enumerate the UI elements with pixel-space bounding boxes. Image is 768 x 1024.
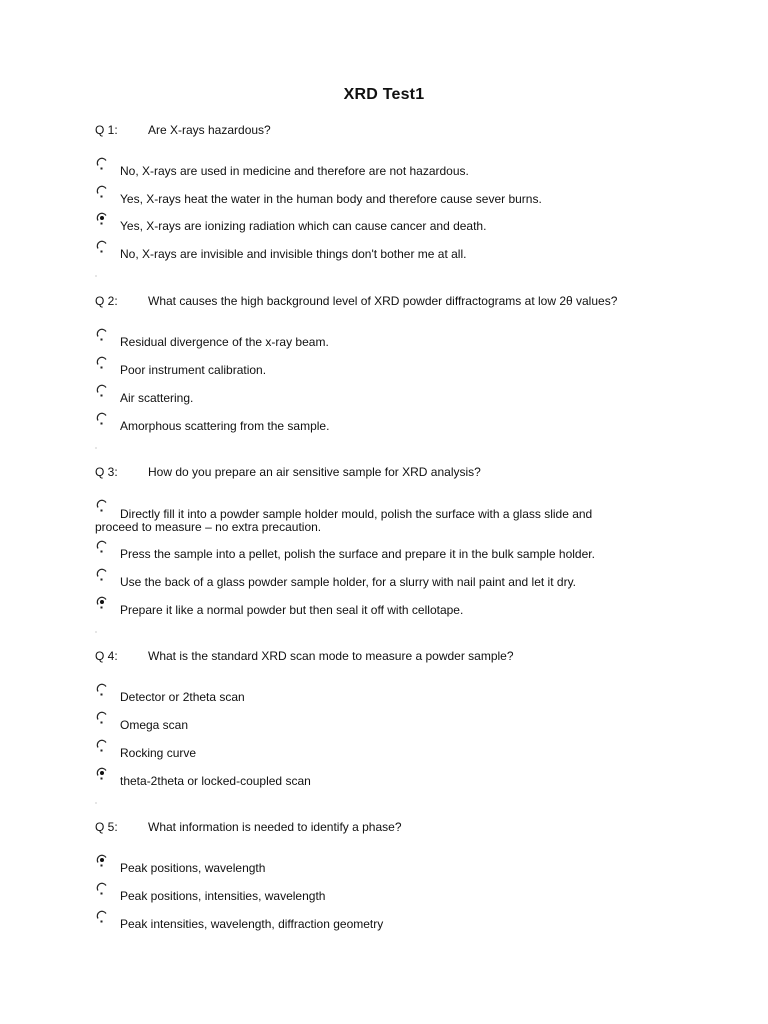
radio-option[interactable] <box>95 156 109 170</box>
radio-option[interactable] <box>95 239 109 253</box>
radio-option[interactable] <box>95 881 109 895</box>
radio-option[interactable] <box>95 738 109 752</box>
radio-unselected-icon <box>95 682 109 696</box>
radio-unselected-icon <box>95 184 109 198</box>
question-label: Q 4: <box>95 649 118 663</box>
radio-selected-icon <box>95 595 109 609</box>
question-text: What causes the high background level of XRD powder diffractograms at low 2θ values? <box>148 294 618 308</box>
radio-unselected-icon <box>95 355 109 369</box>
radio-option[interactable] <box>95 766 109 780</box>
option-label: Prepare it like a normal powder but then seal it off with cellotape. <box>120 603 464 617</box>
radio-selected-icon <box>95 766 109 780</box>
radio-option[interactable] <box>95 184 109 198</box>
option-label: Press the sample into a pellet, polish the surface and prepare it in the bulk sample holder. <box>120 547 595 561</box>
radio-option[interactable] <box>95 909 109 923</box>
separator-dot <box>95 631 97 633</box>
radio-option[interactable] <box>95 327 109 341</box>
radio-unselected-icon <box>95 738 109 752</box>
radio-option[interactable] <box>95 211 109 225</box>
radio-dot <box>100 771 104 775</box>
option-label: Directly fill it into a powder sample holder mould, polish the surface with a glass slide and proceed to measure – no extra precaution. <box>95 507 593 534</box>
option-label: Use the back of a glass powder sample holder, for a slurry with nail paint and let it dry. <box>120 575 577 589</box>
separator-dot <box>95 802 97 804</box>
option-label: Yes, X-rays are ionizing radiation which can cause cancer and death. <box>120 219 487 233</box>
option-label: Amorphous scattering from the sample. <box>120 419 330 433</box>
radio-dot <box>100 858 104 862</box>
radio-unselected-icon <box>95 909 109 923</box>
option-label: Yes, X-rays heat the water in the human body and therefore cause sever burns. <box>120 192 542 206</box>
option-label: Omega scan <box>120 718 189 732</box>
radio-unselected-icon <box>95 327 109 341</box>
option-label: Residual divergence of the x-ray beam. <box>120 335 329 349</box>
separator-dot <box>95 275 97 277</box>
radio-unselected-icon <box>95 156 109 170</box>
radio-unselected-icon <box>95 881 109 895</box>
separator-dot <box>95 447 97 449</box>
radio-option[interactable] <box>95 411 109 425</box>
option-label: No, X-rays are used in medicine and therefore are not hazardous. <box>120 164 469 178</box>
radio-unselected-icon <box>95 411 109 425</box>
radio-unselected-icon <box>95 539 109 553</box>
question-text: How do you prepare an air sensitive sample for XRD analysis? <box>148 465 481 479</box>
question-label: Q 5: <box>95 820 118 834</box>
option-label: Peak intensities, wavelength, diffraction geometry <box>120 917 384 931</box>
question-text: What is the standard XRD scan mode to measure a powder sample? <box>148 649 514 663</box>
radio-option[interactable] <box>95 853 109 867</box>
question-text: Are X-rays hazardous? <box>148 123 271 137</box>
radio-selected-icon <box>95 211 109 225</box>
radio-option[interactable] <box>95 355 109 369</box>
radio-option[interactable] <box>95 567 109 581</box>
option-label: Air scattering. <box>120 391 194 405</box>
option-label: Poor instrument calibration. <box>120 363 267 377</box>
option-label: Rocking curve <box>120 746 197 760</box>
option-label: No, X-rays are invisible and invisible things don't bother me at all. <box>120 247 467 261</box>
radio-selected-icon <box>95 853 109 867</box>
radio-dot <box>100 600 104 604</box>
question-label: Q 1: <box>95 123 118 137</box>
radio-unselected-icon <box>95 239 109 253</box>
page-title: XRD Test1 <box>343 86 425 103</box>
option-label: theta-2theta or locked-coupled scan <box>120 774 311 788</box>
option-label: Detector or 2theta scan <box>120 690 245 704</box>
option-label: Peak positions, intensities, wavelength <box>120 889 326 903</box>
radio-option[interactable] <box>95 710 109 724</box>
radio-unselected-icon <box>95 383 109 397</box>
option-label: Peak positions, wavelength <box>120 861 266 875</box>
radio-option[interactable] <box>95 383 109 397</box>
radio-dot <box>100 216 104 220</box>
radio-option[interactable] <box>95 682 109 696</box>
question-label: Q 3: <box>95 465 118 479</box>
radio-option[interactable] <box>95 595 109 609</box>
radio-unselected-icon <box>95 710 109 724</box>
radio-option[interactable] <box>95 539 109 553</box>
question-label: Q 2: <box>95 294 118 308</box>
question-text: What information is needed to identify a phase? <box>148 820 402 834</box>
radio-unselected-icon <box>95 567 109 581</box>
